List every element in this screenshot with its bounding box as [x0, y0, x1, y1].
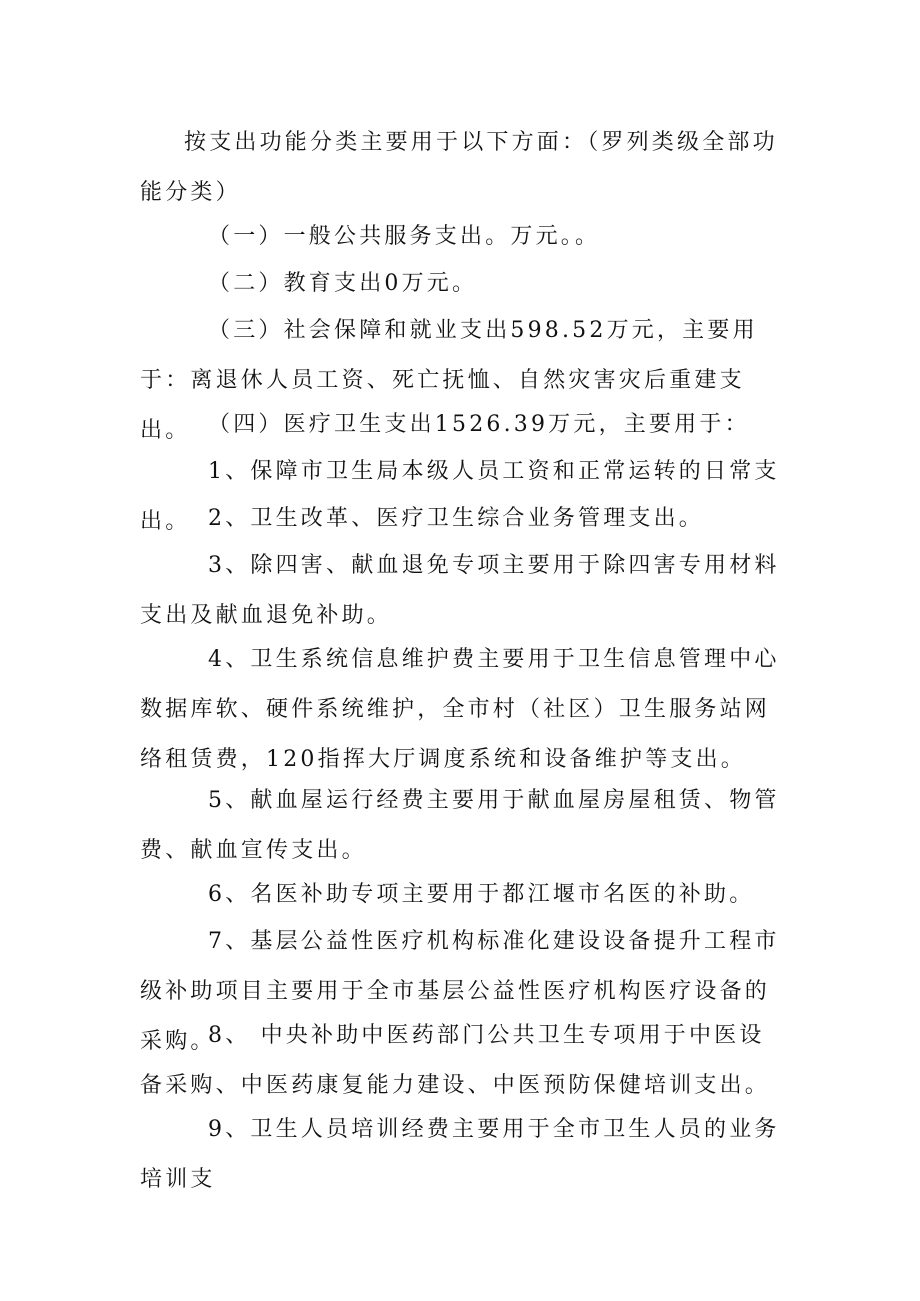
health-subitem-2: 2、卫生改革、医疗卫生综合业务管理支出。 [208, 506, 704, 531]
item-health: （四）医疗卫生支出1526.39万元，主要用于： [208, 412, 750, 437]
health-subitem-8: 8、 中央补助中医药部门公共卫生专项用于中医设备采购、中医药康复能力建设、中医预防保健培训支出。 [140, 1023, 771, 1098]
health-subitem-6: 6、名医补助专项主要用于都江堰市名医的补助。 [208, 882, 755, 907]
health-subitem-9: 9、卫生人员培训经费主要用于全市卫生人员的业务培训支 [140, 1117, 780, 1192]
intro-paragraph: 按支出功能分类主要用于以下方面：（罗列类级全部功能分类） [140, 130, 778, 205]
health-subitem-3: 3、除四害、献血退免专项主要用于除四害专用材料支出及献血退免补助。 [140, 553, 780, 628]
item-social-security: （三）社会保障和就业支出598.52万元，主要用于：离退休人员工资、死亡抚恤、自然灾害灾后重建支出。 [140, 318, 758, 443]
item-general-public-services: （一）一般公共服务支出。万元。。 [208, 224, 601, 249]
health-subitem-1: 1、保障市卫生局本级人员工资和正常运转的日常支出。 [140, 459, 780, 534]
health-subitem-5: 5、献血屋运行经费主要用于献血屋房屋租赁、物管费、献血宣传支出。 [140, 788, 780, 863]
item-education: （二）教育支出0万元。 [208, 271, 478, 296]
health-subitem-4: 4、卫生系统信息维护费主要用于卫生信息管理中心数据库软、硬件系统维护，全市村（社区）卫生服务站网络租赁费，120指挥大厅调度系统和设备维护等支出。 [140, 647, 780, 772]
health-subitem-7: 7、基层公益性医疗机构标准化建设设备提升工程市级补助项目主要用于全市基层公益性医疗机构医疗设备的采购。 [140, 929, 780, 1054]
